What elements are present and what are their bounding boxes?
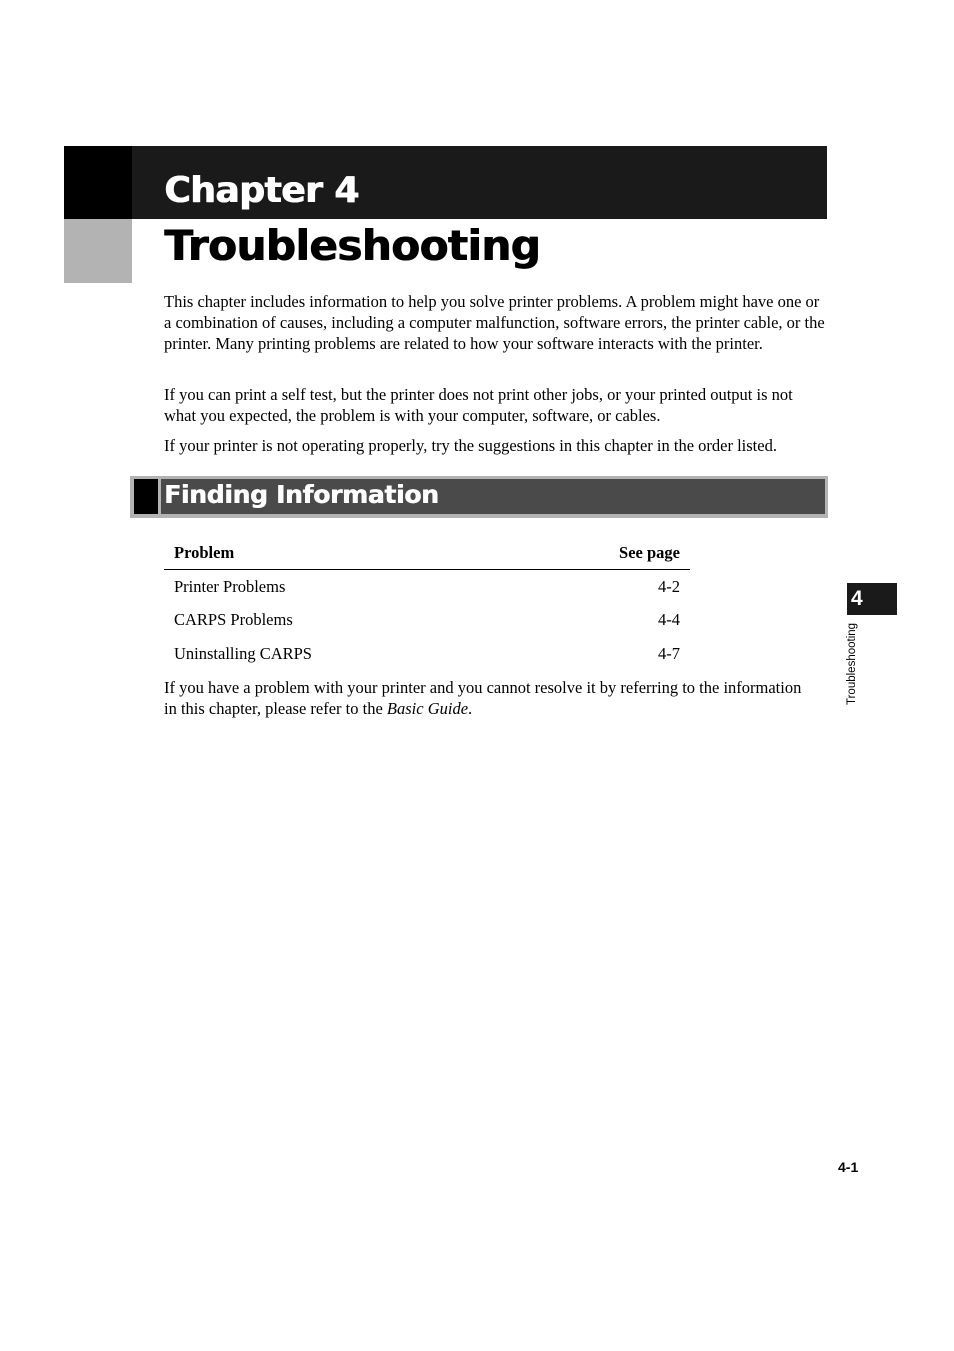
- intro-paragraph-1: This chapter includes information to help you solve printer problems. A problem might have one or a combination of causes, including a computer malfunction, software errors, the printer cable, or the printer. Many printing problems are related to how your software interacts with the printer.: [164, 292, 825, 353]
- table-cell-problem: Uninstalling CARPS: [174, 643, 312, 663]
- table-cell-problem: CARPS Problems: [174, 610, 293, 630]
- section-heading-separator: [158, 479, 161, 514]
- table-cell-page: 4-2: [658, 576, 680, 596]
- table-cell-problem: Printer Problems: [174, 576, 286, 596]
- table-row: [164, 570, 690, 604]
- chapter-tab-number: 4: [847, 583, 897, 615]
- closing-paragraph: [164, 678, 804, 720]
- section-title: Finding Information: [164, 480, 439, 509]
- page-number: 4-1: [838, 1159, 859, 1175]
- chapter-tab-label: Troubleshooting: [846, 622, 858, 705]
- closing-text: If you have a problem with your printer and you cannot resolve it by referring to the information in this chapter, please refer to the: [164, 678, 802, 718]
- intro-paragraph-3: If your printer is not operating properly, try the suggestions in this chapter in the order listed.: [164, 436, 777, 455]
- chapter-header-black-block: [64, 146, 132, 219]
- chapter-title: Troubleshooting: [164, 221, 540, 270]
- table-row: [164, 637, 690, 671]
- closing-period: .: [468, 698, 473, 718]
- table-cell-page: 4-4: [658, 610, 680, 630]
- table-cell-page: 4-7: [658, 643, 680, 663]
- table-row: [164, 604, 690, 638]
- section-heading-marker: [134, 479, 158, 514]
- column-header-problem: Problem: [164, 536, 512, 570]
- finding-information-table: [164, 536, 690, 671]
- basic-guide-title: Basic Guide: [386, 698, 469, 718]
- column-header-see-page: See page: [512, 536, 690, 570]
- intro-paragraph-2: If you can print a self test, but the printer does not print other jobs, or your printed output is not what you expected, the problem is with your computer, software, or cables.: [164, 385, 793, 425]
- chapter-label: Chapter 4: [164, 170, 359, 211]
- table-header-row: [164, 536, 690, 570]
- chapter-header-gray-block: [64, 219, 132, 283]
